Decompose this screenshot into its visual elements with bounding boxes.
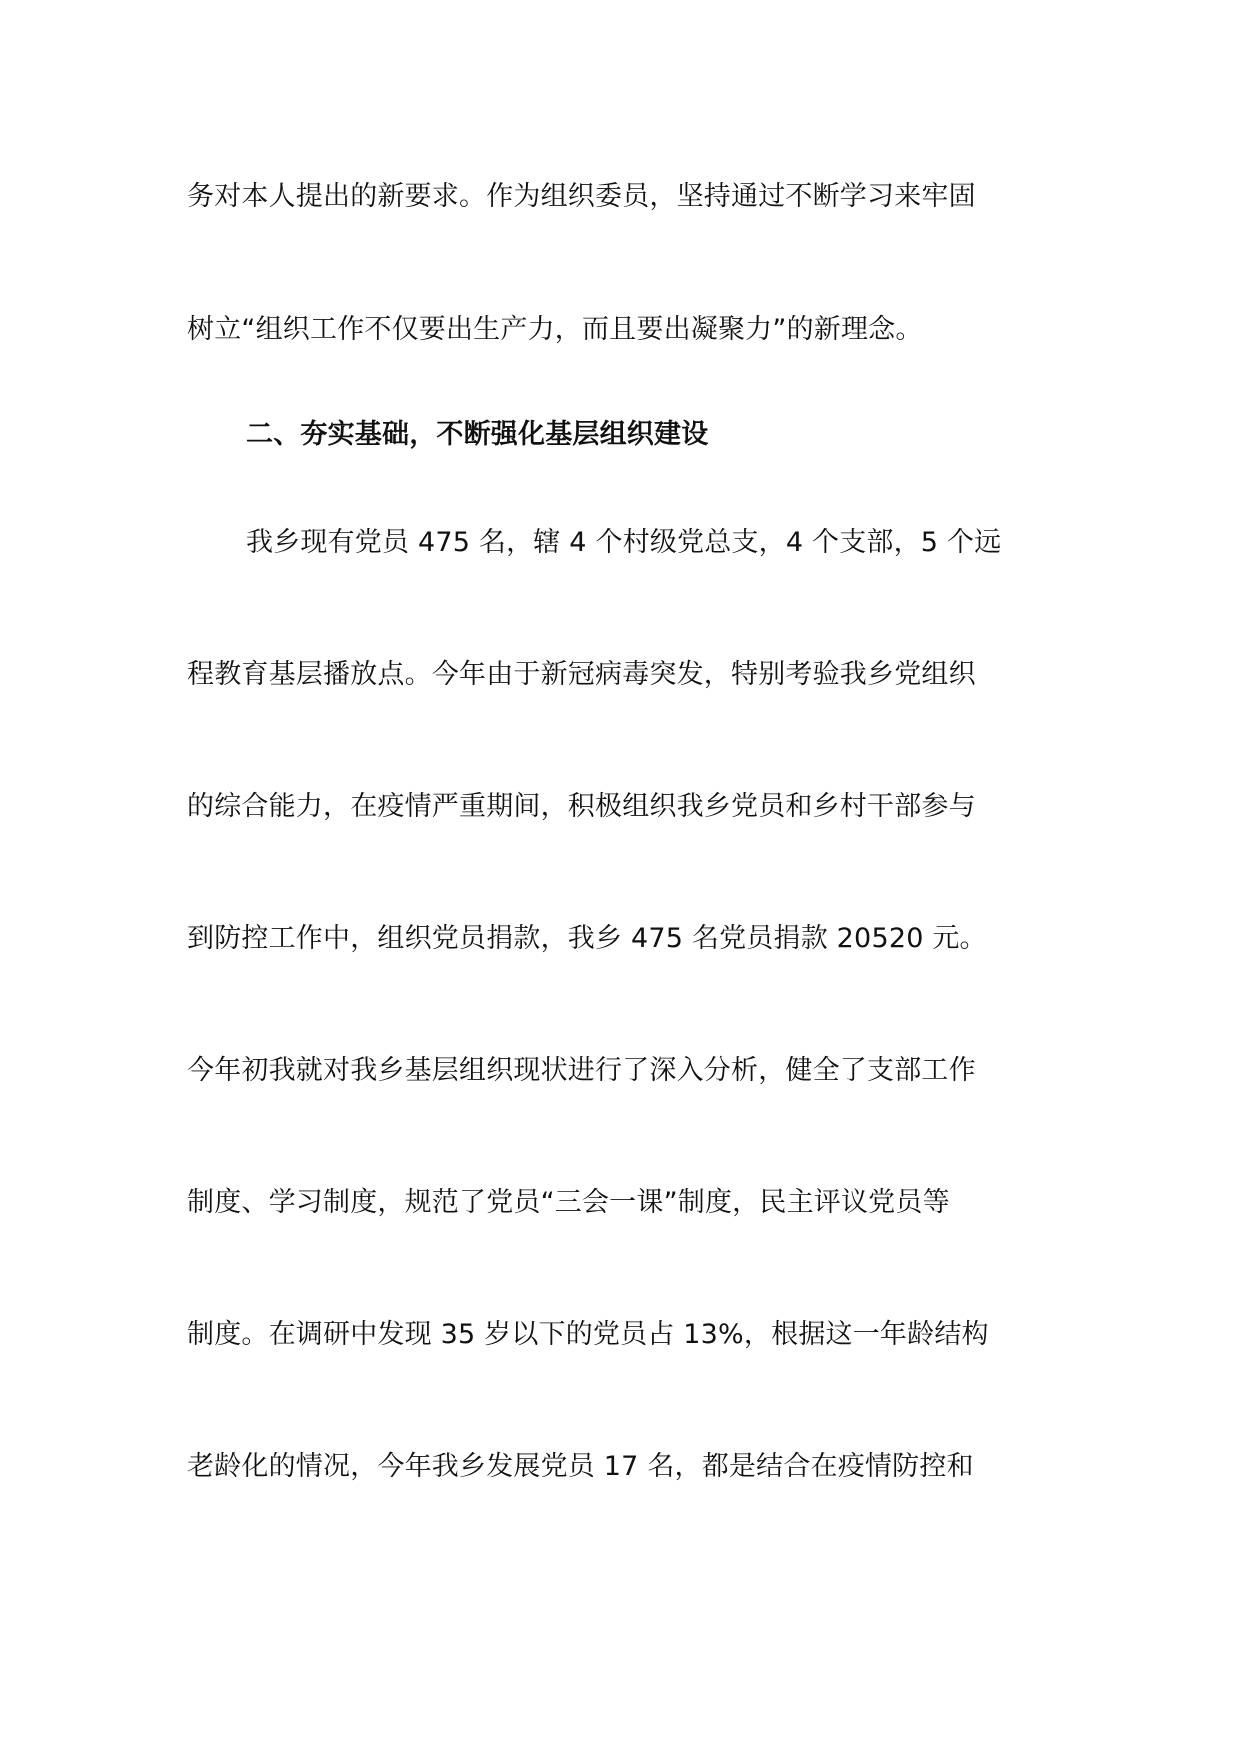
paragraph-line-4: 到防控工作中，组织党员捐款，我乡 475 名党员捐款 20520 元。 — [187, 923, 987, 954]
paragraph-line-2: 程教育基层播放点。今年由于新冠病毒突发，特别考验我乡党组织 — [187, 659, 976, 690]
section-heading: 二、夯实基础，不断强化基层组织建设 — [246, 419, 709, 450]
paragraph-line-7: 制度。在调研中发现 35 岁以下的党员占 13%，根据这一年龄结构 — [187, 1319, 989, 1350]
text-line-1: 务对本人提出的新要求。作为组织委员，坚持通过不断学习来牢固 — [187, 181, 976, 212]
paragraph-line-6: 制度、学习制度，规范了党员“三会一课”制度，民主评议党员等 — [187, 1187, 950, 1218]
paragraph-line-1: 我乡现有党员 475 名，辖 4 个村级党总支，4 个支部，5 个远 — [246, 527, 1002, 558]
text-line-2: 树立“组织工作不仅要出生产力，而且要出凝聚力”的新理念。 — [187, 314, 923, 345]
paragraph-line-3: 的综合能力，在疫情严重期间，积极组织我乡党员和乡村干部参与 — [187, 791, 976, 822]
paragraph-line-8: 老龄化的情况，今年我乡发展党员 17 名，都是结合在疫情防控和 — [187, 1451, 974, 1482]
paragraph-line-5: 今年初我就对我乡基层组织现状进行了深入分析，健全了支部工作 — [187, 1055, 976, 1086]
